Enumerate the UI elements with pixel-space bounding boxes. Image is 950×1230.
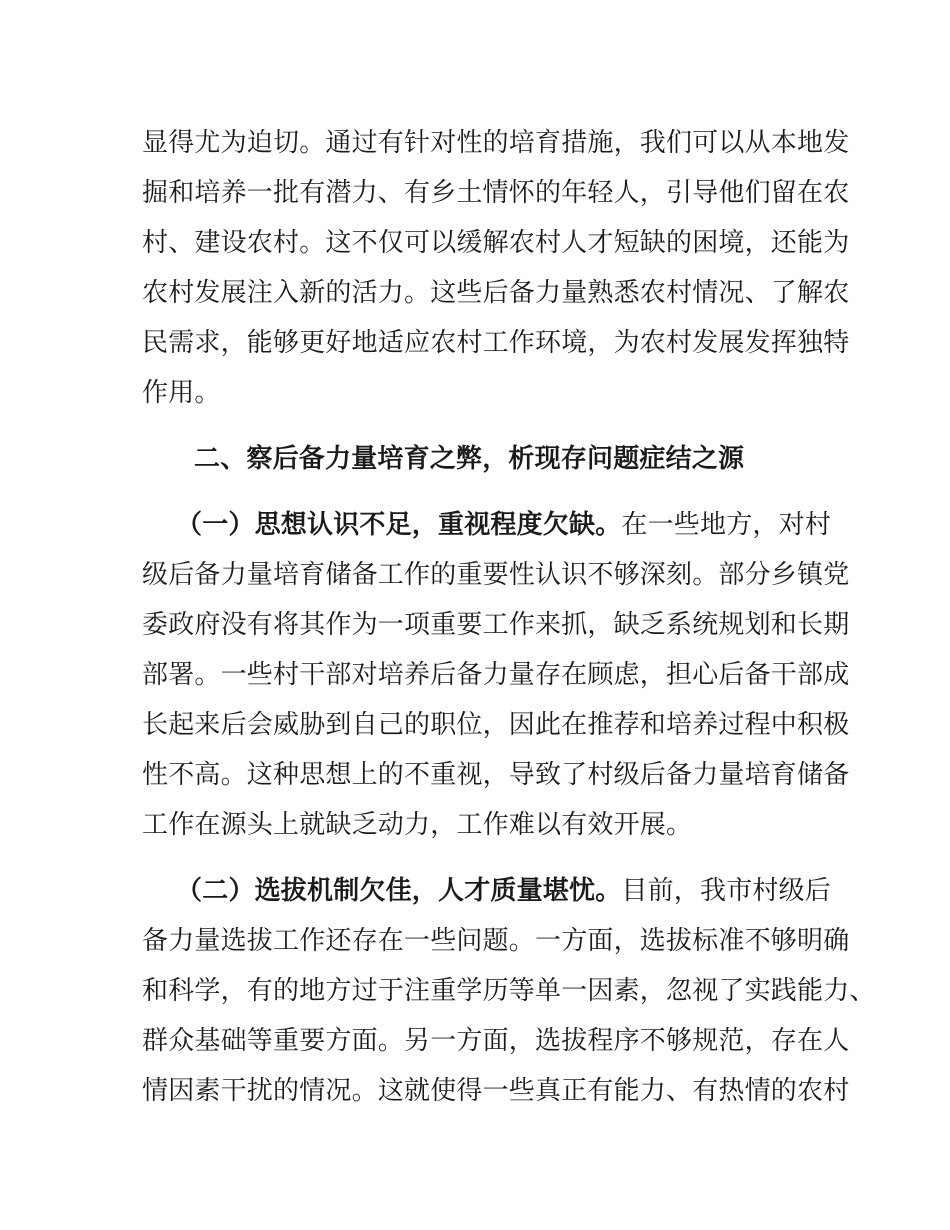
section-heading: 二、察后备力量培育之弊，析现存问题症结之源 (194, 444, 745, 474)
text-line: 级后备力量培育储备工作的重要性认识不够深刻。部分乡镇党 (142, 560, 850, 590)
text-line: 备力量选拔工作还存在一些问题。一方面，选拔标准不够明确 (142, 926, 850, 956)
text-line: 工作在源头上就缺乏动力，工作难以有效开展。 (142, 810, 693, 840)
text-line: 村、建设农村。这不仅可以缓解农村人才短缺的困境，还能为 (142, 228, 850, 258)
text-line: 和科学，有的地方过于注重学历等单一因素，忽视了实践能力、 (142, 976, 876, 1006)
text-line: 部署。一些村干部对培养后备力量存在顾虑，担心后备干部成 (142, 660, 850, 690)
text-line: 作用。 (142, 378, 221, 408)
text-line: 民需求，能够更好地适应农村工作环境，为农村发展发挥独特 (142, 328, 850, 358)
text-line: 群众基础等重要方面。另一方面，选拔程序不够规范，存在人 (142, 1026, 850, 1056)
text-line: 显得尤为迫切。通过有针对性的培育措施，我们可以从本地发 (142, 128, 850, 158)
text-line: 长起来后会威胁到自己的职位，因此在推荐和培养过程中积极 (142, 710, 850, 740)
para2-first-rest: 目前，我市村级后 (621, 876, 832, 906)
text-line: 性不高。这种思想上的不重视，导致了村级后备力量培育储备 (142, 760, 850, 790)
para2-bold-lead: （二）选拔机制欠佳，人才质量堪忧。 (176, 876, 622, 906)
text-line: 情因素干扰的情况。这就使得一些真正有能力、有热情的农村 (142, 1076, 850, 1106)
text-line: 农村发展注入新的活力。这些后备力量熟悉农村情况、了解农 (142, 278, 850, 308)
para1-first-rest: 在一些地方，对村 (621, 510, 832, 540)
para2-first-line (176, 871, 950, 911)
text-line: 委政府没有将其作为一项重要工作来抓，缺乏系统规划和长期 (142, 610, 850, 640)
para1-bold-lead: （一）思想认识不足，重视程度欠缺。 (176, 510, 622, 540)
para1-first-line (176, 505, 950, 545)
text-line: 掘和培养一批有潜力、有乡土情怀的年轻人，引导他们留在农 (142, 178, 850, 208)
